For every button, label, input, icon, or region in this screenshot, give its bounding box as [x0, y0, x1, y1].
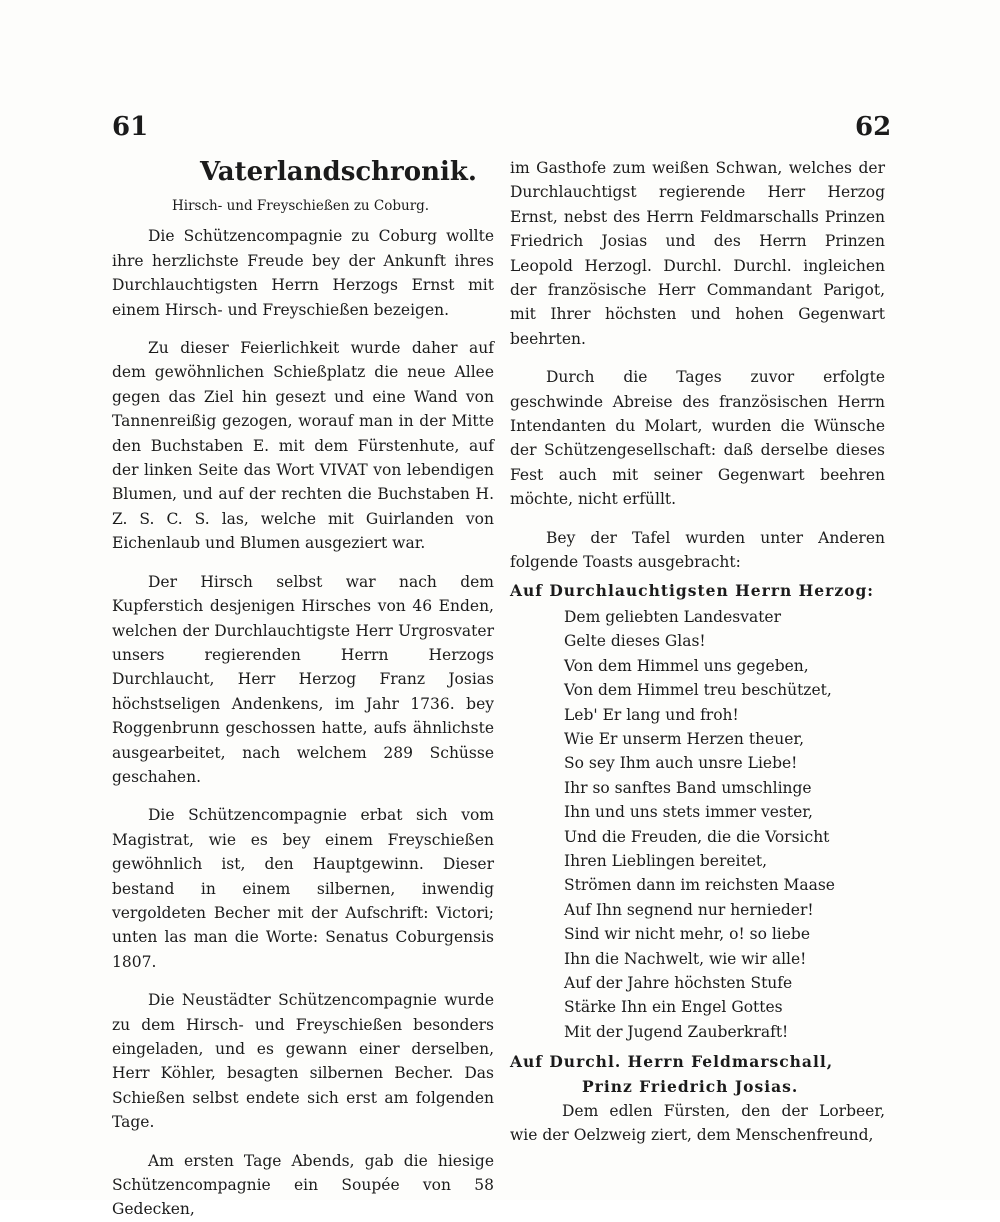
verse-line: Ihr so sanftes Band umschlinge [564, 778, 812, 797]
verse-line: Ihn die Nachwelt, wie wir alle! [564, 949, 807, 968]
verse-line: Auf der Jahre höchsten Stufe [564, 974, 793, 992]
paragraph: Bey der Tafel wurden unter Anderen folgende Toasts ausgebracht: [510, 528, 885, 572]
page-number-left: 61 [112, 112, 149, 142]
verse-line: Sind wir nicht mehr, o! so liebe [564, 925, 811, 944]
paragraph: Dem edlen Fürsten, den der Lorbeer, wie der Oelzweig ziert, dem Menschenfreund, [510, 1102, 885, 1145]
verse-line: Und die Freuden, die die Vorsicht [564, 827, 830, 846]
paragraph: Die Neustädter Schützencompagnie wurde zu dem Hirsch- und Freyschießen besonders eingeladen, und es gewann einer derselben, Herr Köhler, besagten silbernen Becher. Das Schießen selbst endete sich erst am folgenden Tage. [112, 991, 494, 1132]
verse-line: Mit der Jugend Zauberkraft! [564, 1022, 789, 1041]
article-subtitle: Hirsch- und Freyschießen zu Coburg. [172, 198, 430, 214]
verse-line: So sey Ihm auch unsre Liebe! [564, 754, 798, 773]
toast-heading: Auf Durchl. Herrn Feldmarschall, [510, 1052, 834, 1072]
paragraph: Die Schützencompagnie zu Coburg wollte ihre herzlichste Freude bey der Ankunft ihres Durchlauchtigsten Herrn Herzogs Ernst mit einem Hirsch- und Freyschießen bezeigen. [112, 227, 494, 319]
paragraph: Zu dieser Feierlichkeit wurde daher auf dem gewöhnlichen Schießplatz die neue Allee gegen das Ziel hin gesezt und eine Wand von Tannenreißig gezogen, worauf man in der Mitte den Buchstaben E. mit dem Fürstenhute, auf der linken Seite das Wort VIVAT von lebendigen Blumen, und auf der rechten die Buchstaben H. Z. S. C. S. las, welche mit Guirlanden von Eichenlaub und Blumen ausgeziert war. [112, 339, 494, 553]
verse-line: Ihn und uns stets immer vester, [564, 803, 813, 822]
toast-heading-continuation: Prinz Friedrich Josias. [582, 1076, 799, 1096]
verse-line: Gelte dieses Glas! [564, 632, 706, 651]
verse-line: Strömen dann im reichsten Maase [564, 876, 835, 895]
verse-line: Wie Er unserm Herzen theuer, [564, 729, 805, 748]
right-column [510, 156, 885, 1148]
verse-line: Von dem Himmel treu beschützet, [564, 681, 832, 700]
verse-line: Stärke Ihn ein Engel Gottes [564, 998, 783, 1017]
toast-heading: Auf Durchlauchtigsten Herrn Herzog: [510, 580, 875, 600]
paragraph: Am ersten Tage Abends, gab die hiesige Schützencompagnie ein Soupée von 58 Gedecken, [112, 1151, 494, 1219]
page-title: Vaterlandschronik. [200, 157, 477, 187]
verse-line: Von dem Himmel uns gegeben, [564, 656, 809, 675]
paragraph: im Gasthofe zum weißen Schwan, welches der Durchlauchtigst regierende Herr Herzog Ernst, nebst des Herrn Feldmarschalls Prinzen Friedrich Josias und des Herrn Prinzen Leopold Herzogl. Durchl. Durchl. ingleichen der französische Herr Commandant Parigot, mit Ihrer höchsten und hohen Gegenwart beehrten. [510, 159, 885, 348]
paragraph: Die Schützencompagnie erbat sich vom Magistrat, wie es bey einem Freyschießen gewöhnlich ist, den Hauptgewinn. Dieser bestand in einem silbernen, inwendig vergoldeten Becher mit der Aufschrift: Victori; unten las man die Worte: Senatus Coburgensis 1807. [112, 806, 494, 971]
left-column [112, 156, 494, 1222]
verse-line: Auf Ihn segnend nur hernieder! [564, 900, 814, 919]
paragraph: Der Hirsch selbst war nach dem Kupferstich desjenigen Hirsches von 46 Enden, welchen der Durchlauchtigste Herr Urgrosvater unsers regierenden Herrn Herzogs Durchlaucht, Herr Herzog Franz Josias höchstseligen Andenkens, im Jahr 1736. bey Roggenbrunn geschossen hatte, aufs ähnlichste ausgearbeitet, nach welchem 289 Schüsse geschahen. [112, 572, 494, 786]
verse-line: Dem geliebten Landesvater [564, 607, 782, 626]
verse-line: Ihren Lieblingen bereitet, [564, 851, 768, 870]
toast-verse [564, 605, 885, 1044]
verse-line: Leb' Er lang und froh! [564, 705, 739, 724]
paragraph: Durch die Tages zuvor erfolgte geschwinde Abreise des französischen Herrn Intendanten du Molart, wurden die Wünsche der Schützengesellschaft: daß derselbe dieses Fest auch mit seiner Gegenwart beehren möchte, nicht erfüllt. [510, 368, 885, 509]
page-number-right: 62 [855, 112, 892, 142]
